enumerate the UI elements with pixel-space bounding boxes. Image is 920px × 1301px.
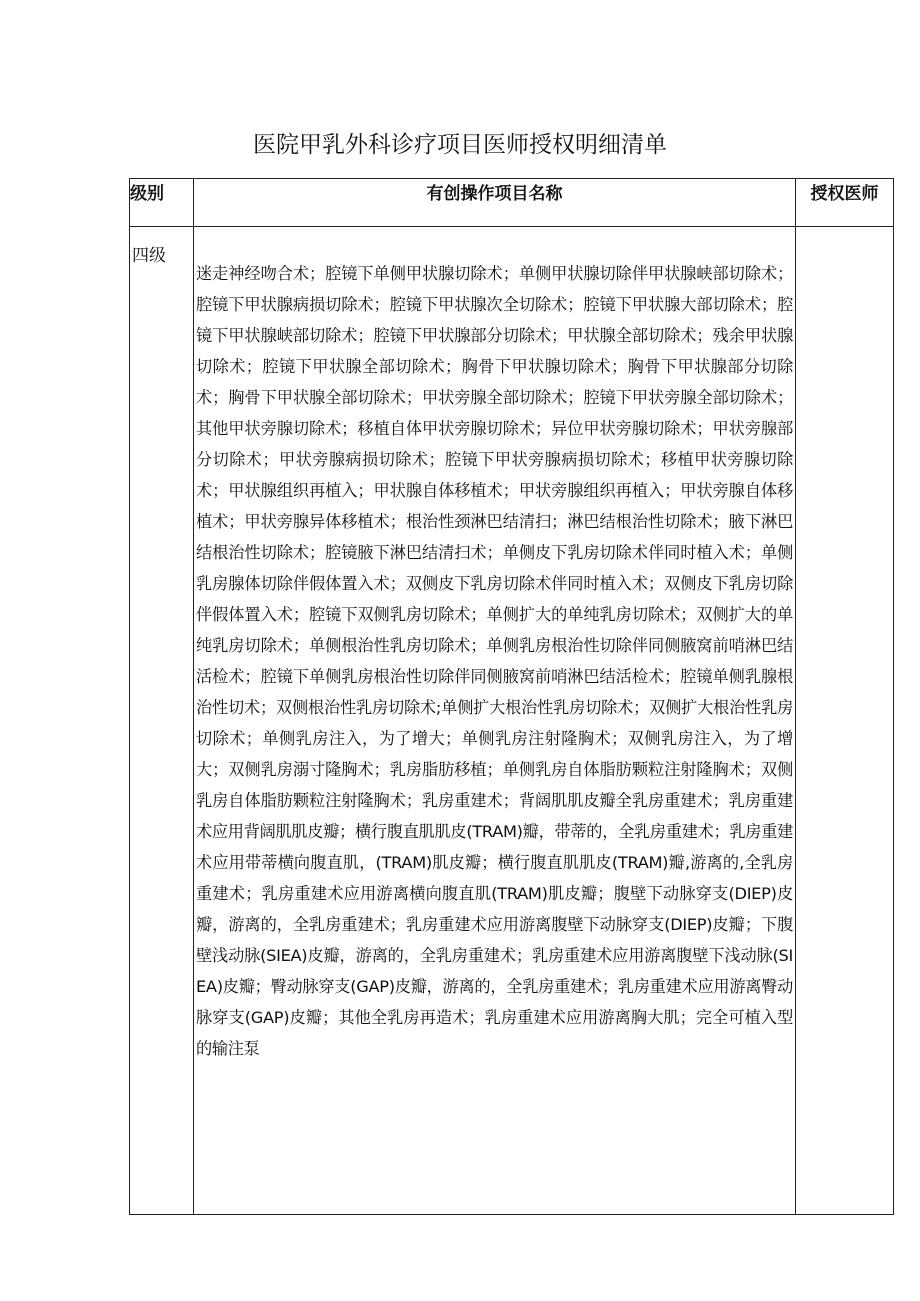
authorization-table xyxy=(129,178,894,1215)
document-title: 医院甲乳外科诊疗项目医师授权明细清单 xyxy=(253,132,667,158)
table-row xyxy=(130,227,894,1215)
authorized-doctor-cell xyxy=(796,227,894,1215)
level-cell: 四级 xyxy=(130,227,194,1215)
header-procedure-name: 有创操作项目名称 xyxy=(194,179,796,227)
procedure-list-cell: 迷走神经吻合术；腔镜下单侧甲状腺切除术；单侧甲状腺切除伴甲状腺峡部切除术；腔镜下甲状腺病损切除术；腔镜下甲状腺次全切除术；腔镜下甲状腺大部切除术；腔镜下甲状腺峡部切除术；腔镜下甲状腺部分切除术；甲状腺全部切除术；残余甲状腺切除术；腔镜下甲状腺全部切除术；胸骨下甲状腺切除术；胸骨下甲状腺部分切除术；胸骨下甲状腺全部切除术；甲状旁腺全部切除术；腔镜下甲状旁腺全部切除术；其他甲状旁腺切除术；移植自体甲状旁腺切除术；异位甲状旁腺切除术；甲状旁腺部分切除术；甲状旁腺病损切除术；腔镜下甲状旁腺病损切除术；移植甲状旁腺切除术；甲状腺组织再植入；甲状腺自体移植术；甲状旁腺组织再植入；甲状旁腺自体移植术；甲状旁腺异体移植术；根治性颈淋巴结清扫；淋巴结根治性切除术；腋下淋巴结根治性切除术；腔镜腋下淋巴结清扫术；单侧皮下乳房切除术伴同时植入术；单侧乳房腺体切除伴假体置入术；双侧皮下乳房切除术伴同时植入术；双侧皮下乳房切除伴假体置入术；腔镜下双侧乳房切除术；单侧扩大的单纯乳房切除术；双侧扩大的单纯乳房切除术；单侧根治性乳房切除术；单侧乳房根治性切除伴同侧腋窝前哨淋巴结活检术；腔镜下单侧乳房根治性切除伴同侧腋窝前哨淋巴结活检术；腔镜单侧乳腺根治性切术；双侧根治性乳房切除术;单侧扩大根治性乳房切除术；双侧扩大根治性乳房切除术；单侧乳房注入，为了增大；单侧乳房注射隆胸术；双侧乳房注入，为了增大；双侧乳房溺寸隆胸术；乳房脂肪移植；单侧乳房自体脂肪颗粒注射隆胸术；双侧乳房自体脂肪颗粒注射隆胸术；乳房重建术；背阔肌肌皮瓣全乳房重建术；乳房重建术应用背阔肌肌皮瓣；横行腹直肌肌皮(TRAM)瓣，带蒂的，全乳房重建术；乳房重建术应用带蒂横向腹直肌，(TRAM)肌皮瓣；横行腹直肌肌皮(TRAM)瓣,游离的,全乳房重建术；乳房重建术应用游离横向腹直肌(TRAM)肌皮瓣；腹壁下动脉穿支(DIEP)皮瓣，游离的，全乳房重建术；乳房重建术应用游离腹壁下动脉穿支(DIEP)皮瓣；下腹壁浅动脉(SIEA)皮瓣，游离的，全乳房重建术；乳房重建术应用游离腹壁下浅动脉(SIEA)皮瓣；臀动脉穿支(GAP)皮瓣，游离的，全乳房重建术；乳房重建术应用游离臀动脉穿支(GAP)皮瓣；其他全乳房再造术；乳房重建术应用游离胸大肌；完全可植入型的输注泵 xyxy=(194,227,796,1215)
table-header-row xyxy=(130,179,894,227)
header-authorized-doctor: 授权医师 xyxy=(796,179,894,227)
header-level: 级别 xyxy=(130,179,194,227)
